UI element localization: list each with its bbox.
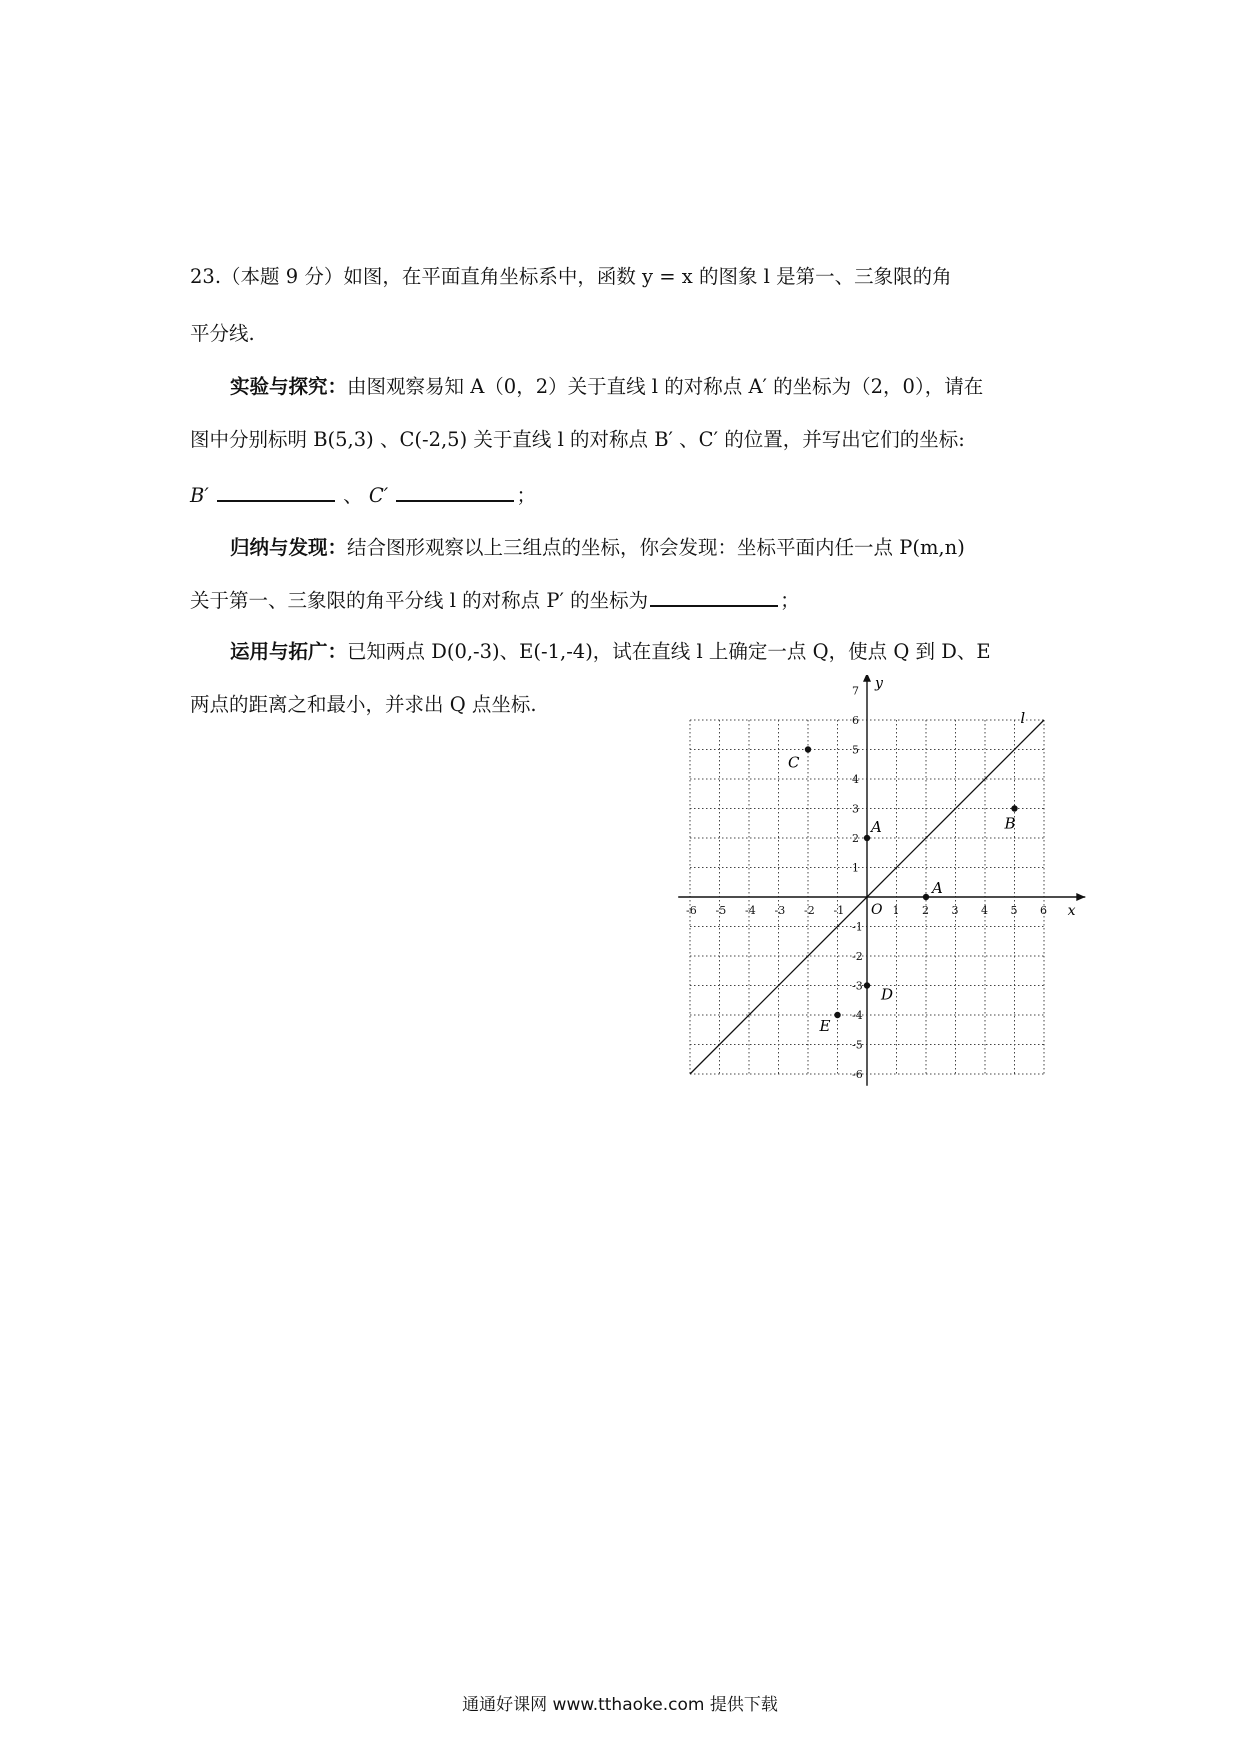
point-b-label: B [1004,814,1016,833]
application-line1 [230,637,1100,667]
semicolon: ； [516,484,536,507]
point-b-dot [1011,805,1017,811]
induction-title: 归纳与发现： [230,536,348,559]
x-tick-label: -2 [804,904,815,917]
answer-line-bc [190,480,1060,511]
x-tick-label: -5 [715,904,727,917]
line-l-label: l [1020,708,1026,727]
application-title: 运用与拓广： [230,640,348,663]
footer: 通通好课网 www.tthaoke.com 提供下载 [462,1695,778,1715]
point-c-label: C [788,753,800,772]
point-c-dot [805,746,811,752]
induction-line2 [190,585,1060,616]
point-d-label: D [881,985,894,1004]
point-e-dot [834,1012,840,1018]
x-tick-label: 3 [951,904,959,917]
induction-text1: 结合图形观察以上三组点的坐标，你会发现：坐标平面内任一点 P(m,n) [347,536,965,559]
y-tick-label: 1 [852,861,859,875]
y-tick-label: -2 [852,950,863,963]
origin-label: O [871,902,883,918]
x-tick-label: 4 [981,904,988,917]
b-prime-blank[interactable] [217,480,335,502]
y-tick-label: 7 [852,684,859,698]
coordinate-figure [670,675,1100,1095]
c-prime-label: C′ [368,484,389,507]
x-axis-label: x [1067,903,1076,919]
y-tick-label: 4 [852,773,859,786]
problem-intro-line2: 平分线. [190,322,255,345]
y-tick-label: 3 [852,802,859,816]
point-a-label: A [871,818,882,836]
x-axis-arrow [1076,893,1085,901]
experiment-line2: 图中分别标明 B(5,3) 、C(-2,5) 关于直线 l 的对称点 B′ 、C′ 的位置，并写出它们的坐标: [190,428,965,451]
x-tick-label: -3 [774,904,786,917]
y-axis-arrow [863,675,871,682]
experiment-text1: 由图观察易知 A（0，2）关于直线 l 的对称点 A′ 的坐标为（2，0），请在 [347,375,984,398]
x-tick-label: 6 [1040,904,1047,917]
x-tick-label: -1 [833,904,845,917]
y-tick-label: 2 [852,832,859,845]
problem-intro-line1: 23.（本题 9 分）如图，在平面直角坐标系中，函数 y = x 的图象 l 是第一、三象限的角 [190,265,952,288]
point-a-dot [923,894,929,900]
x-tick-label: 2 [922,904,929,917]
induction-text2: 关于第一、三象限的角平分线 l 的对称点 P′ 的坐标为 [190,589,649,612]
point-a-dot [864,835,870,841]
y-tick-label: -5 [852,1038,863,1052]
semicolon: ； [780,589,800,612]
experiment-line1 [230,372,1100,402]
y-tick-label: -6 [852,1068,863,1081]
point-a-label: A [932,879,943,897]
x-tick-label: -6 [686,904,697,917]
application-text1: 已知两点 D(0,-3)、E(-1,-4)，试在直线 l 上确定一点 Q，使点 Q 到 D、E [347,640,991,663]
y-tick-label: -4 [852,1009,863,1022]
induction-line1 [230,533,1100,563]
x-tick-label: 5 [1010,904,1018,917]
x-tick-label: -4 [745,904,756,917]
c-prime-blank[interactable] [396,480,514,502]
y-axis-label: y [875,675,883,692]
y-tick-label: 6 [852,714,859,727]
p-prime-blank[interactable] [650,585,778,607]
y-tick-label: -3 [852,979,863,993]
point-e-label: E [819,1017,831,1035]
b-prime-label: B′ [190,484,209,507]
x-tick-label: 1 [892,904,900,917]
point-d-dot [864,982,870,988]
y-tick-label: -1 [852,920,863,934]
separator: 、 [343,484,363,507]
experiment-title: 实验与探究： [230,375,348,398]
y-tick-label: 5 [852,743,859,757]
application-line2: 两点的距离之和最小，并求出 Q 点坐标. [190,693,537,716]
